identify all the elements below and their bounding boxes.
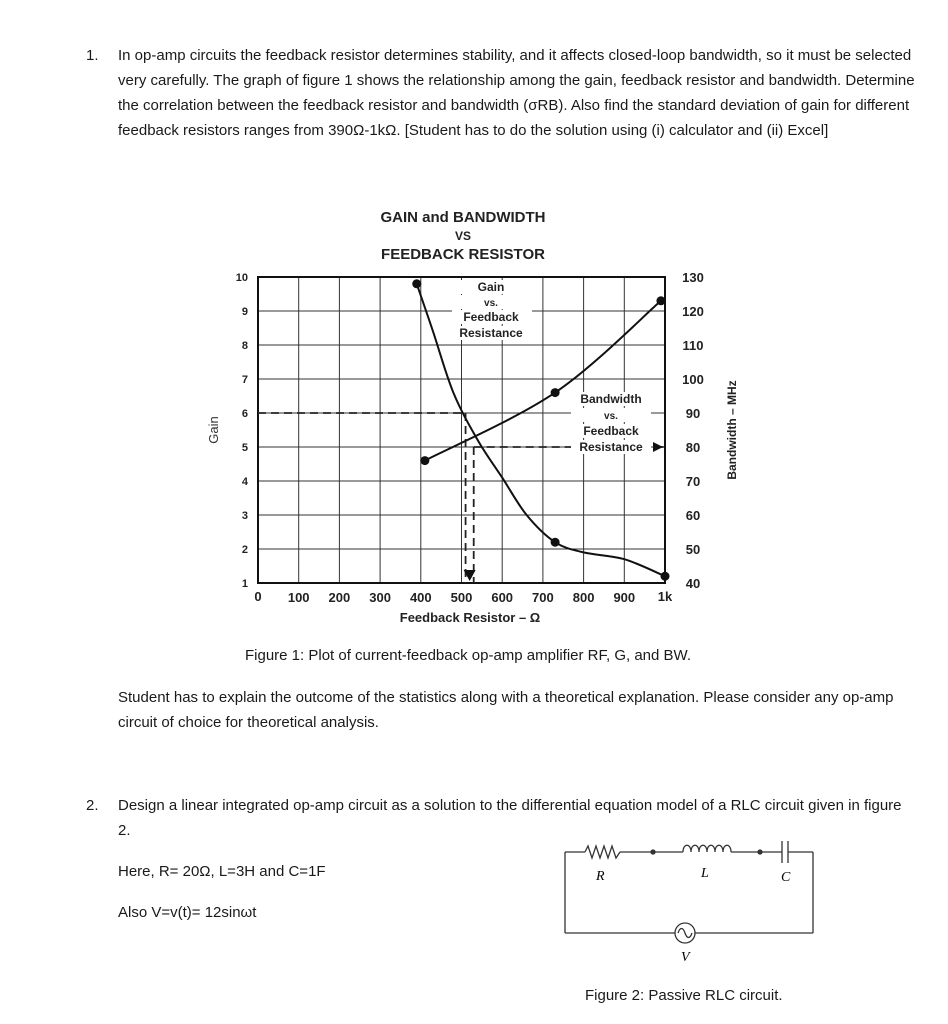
y-left-tick-label: 6 xyxy=(241,408,248,420)
question-1-body: In op-amp circuits the feedback resistor determines stability, and it affects closed-loop bandwidth, so it must be selected very carefully. The graph of figure 1 shows the relationship among the gain, feedback resistor and bandwidth. Determine the correlation between the feedback resistor and bandwidth (σRB). Also find the standard deviation of gain for different feedback resistors ranges from 390Ω-1kΩ. [Student has to do the solution using (i) calculator and (ii) Excel] xyxy=(118,47,915,139)
y-right-tick-label: 40 xyxy=(685,576,701,591)
x-axis-label: Feedback Resistor – Ω xyxy=(399,610,541,625)
label-l: L xyxy=(701,866,709,881)
y-right-tick-label: 60 xyxy=(685,508,701,523)
inductor-coil xyxy=(683,845,731,852)
series-marker-gain-2 xyxy=(661,572,670,581)
bandwidth-series-label-line-2: vs. xyxy=(604,411,618,422)
chart-title-line-3: FEEDBACK RESISTOR xyxy=(381,246,545,263)
y-left-tick-label: 5 xyxy=(241,442,248,454)
y-right-tick-label: 110 xyxy=(682,338,704,353)
y-right-tick-label: 80 xyxy=(685,440,701,455)
y-left-tick-label: 2 xyxy=(241,544,248,556)
series-marker-gain-0 xyxy=(412,279,421,288)
question-2-params: Here, R= 20Ω, L=3H and C=1F xyxy=(118,863,326,880)
figure-2-caption: Figure 2: Passive RLC circuit. xyxy=(585,987,783,1004)
y-right-axis-label: Bandwidth – MHz xyxy=(725,380,739,480)
y-right-tick-label: 50 xyxy=(685,542,701,557)
x-tick-label: 700 xyxy=(532,590,554,605)
junction-dot-2 xyxy=(758,850,762,854)
question-2-body: Design a linear integrated op-amp circuit as a solution to the differential equation model of a RLC circuit given in figure 2. xyxy=(118,797,902,839)
gain-series-label-line-4: Resistance xyxy=(459,326,523,340)
x-tick-label: 800 xyxy=(572,590,595,605)
label-v: V xyxy=(681,950,690,965)
chart-title-line-2: VS xyxy=(454,229,472,243)
y-left-tick-label: 9 xyxy=(241,306,248,318)
x-tick-label: 100 xyxy=(287,590,310,605)
junction-dot xyxy=(651,850,655,854)
question-2-voltage: Also V=v(t)= 12sinωt xyxy=(118,904,257,921)
series-marker-gain-1 xyxy=(551,538,560,547)
y-left-tick-label: 4 xyxy=(241,476,248,488)
y-left-tick-label: 3 xyxy=(241,510,248,522)
chart-title-line-1: GAIN and BANDWIDTH xyxy=(380,209,546,226)
gain-series-label-line-3: Feedback xyxy=(463,310,519,324)
y-left-tick-label: 10 xyxy=(235,272,248,284)
x-tick-label: 900 xyxy=(613,590,636,605)
bandwidth-series-label-line-1: Bandwidth xyxy=(580,392,642,406)
sine-wave-icon xyxy=(678,929,692,938)
gain-series-label-line-2: vs. xyxy=(484,298,498,309)
y-right-tick-label: 70 xyxy=(685,474,701,489)
resistor-zigzag xyxy=(585,846,620,858)
question-2-number: 2. xyxy=(86,797,99,814)
question-1-explain-text: Student has to explain the outcome of the statistics along with a theoretical explanation. Please consider any op-amp circuit of choice for theoretical analysis. xyxy=(118,689,894,731)
series-marker-bandwidth-2 xyxy=(656,296,665,305)
series-marker-bandwidth-0 xyxy=(420,456,429,465)
y-left-tick-label: 8 xyxy=(241,340,248,352)
question-1-explain xyxy=(118,685,918,735)
y-right-tick-label: 100 xyxy=(682,372,704,387)
question-1-number: 1. xyxy=(86,47,99,64)
gain-series-label-line-1: Gain xyxy=(477,280,505,294)
y-right-tick-label: 120 xyxy=(682,304,704,319)
x-tick-label: 500 xyxy=(450,590,473,605)
x-tick-label: 0 xyxy=(254,589,262,604)
series-marker-bandwidth-1 xyxy=(551,388,560,397)
y-left-tick-label: 1 xyxy=(241,578,248,590)
x-tick-label: 300 xyxy=(369,590,391,605)
y-left-tick-label: 7 xyxy=(241,374,248,386)
y-right-tick-label: 130 xyxy=(682,270,704,285)
y-left-axis-label: Gain xyxy=(206,416,221,444)
x-tick-label: 200 xyxy=(328,590,351,605)
y-right-tick-label: 90 xyxy=(685,406,701,421)
bandwidth-series-label-line-3: Feedback xyxy=(583,424,639,438)
bandwidth-series-label-line-4: Resistance xyxy=(579,440,643,454)
figure-1-caption: Figure 1: Plot of current-feedback op-amp amplifier RF, G, and BW. xyxy=(245,647,692,664)
x-tick-label: 1k xyxy=(657,589,673,604)
label-c: C xyxy=(781,870,791,885)
guide-arrow-right xyxy=(653,442,663,452)
x-tick-label: 400 xyxy=(409,590,432,605)
x-tick-label: 600 xyxy=(491,590,514,605)
label-r: R xyxy=(596,869,605,884)
figure-2-rlc-circuit xyxy=(555,835,825,970)
